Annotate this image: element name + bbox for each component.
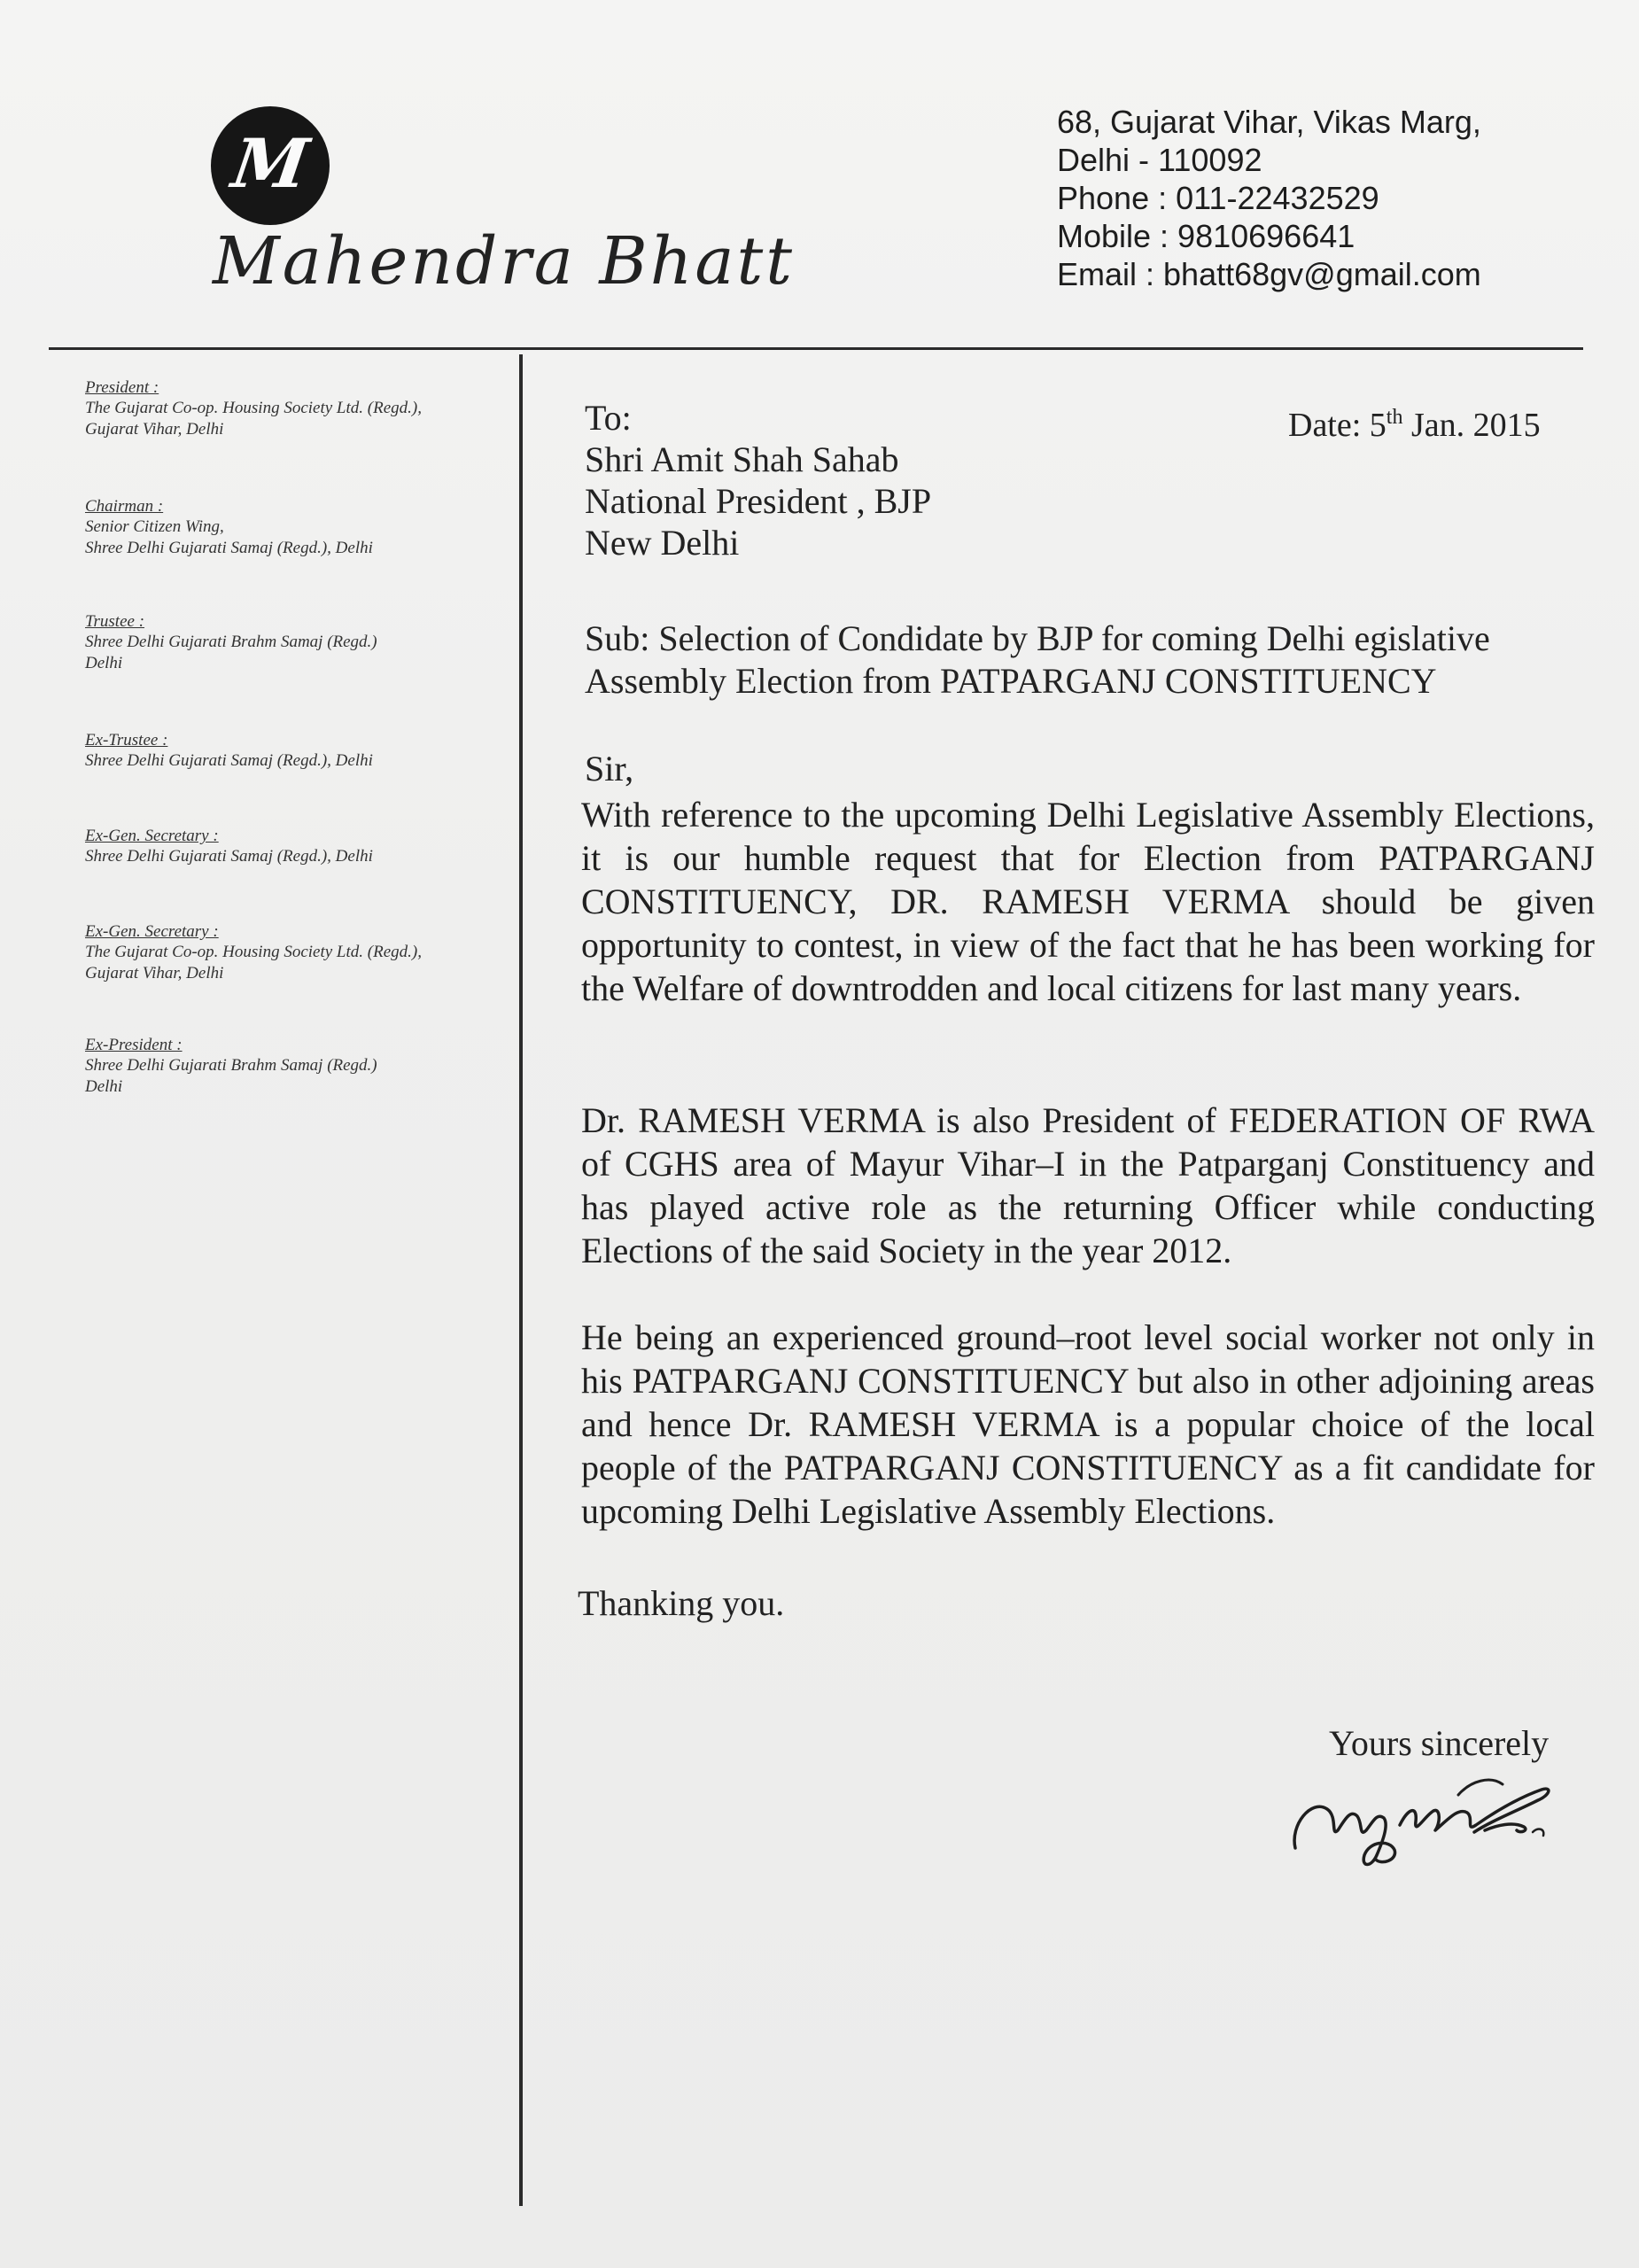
subject-line: Assembly Election from PATPARGANJ CONSTITUENCY xyxy=(585,661,1437,701)
recipient-line: National President , BJP xyxy=(585,481,932,521)
credential-org: Shree Delhi Gujarati Samaj (Regd.), Delhi xyxy=(85,751,373,770)
logo-badge xyxy=(211,106,330,225)
phone-line: Phone : 011-22432529 xyxy=(1057,180,1379,216)
logo-letter: M xyxy=(227,124,314,203)
credential-org: Shree Delhi Gujarati Brahm Samaj (Regd.) Delhi xyxy=(85,633,377,672)
subject xyxy=(585,617,1595,703)
letterhead-address xyxy=(1057,103,1481,293)
credential-entry xyxy=(85,496,510,559)
address-line: Delhi - 110092 xyxy=(1057,142,1262,178)
body-paragraph: With reference to the upcoming Delhi Legislative Assembly Elections, it is our humble request that for Election from PATPARGANJ CONSTITUENCY, DR. RAMESH VERMA should be given opportunity to contest, in view of the fact that he has been working for the Welfare of downtrodden and local citizens for last many years. xyxy=(581,795,1595,1008)
closing-line: Yours sincerely xyxy=(1329,1723,1550,1763)
credential-entry xyxy=(85,921,510,984)
to-label: To: xyxy=(585,398,632,438)
body-paragraph: Dr. RAMESH VERMA is also President of FEDERATION OF RWA of CGHS area of Mayur Vihar–I in the Patparganj Constituency and has played active role as the returning Officer while conducting Elections of the said Society in the year 2012. xyxy=(581,1100,1595,1270)
letterhead-name: Mahendra Bhatt xyxy=(213,223,796,299)
recipient-block xyxy=(585,397,931,563)
credential-title: Ex-Trustee : xyxy=(85,731,168,750)
credential-org: Shree Delhi Gujarati Brahm Samaj (Regd.) Delhi xyxy=(85,1056,377,1096)
credential-title: Ex-Gen. Secretary : xyxy=(85,827,219,845)
letter-date xyxy=(1288,406,1541,445)
credential-entry xyxy=(85,730,510,772)
credential-org: Shree Delhi Gujarati Samaj (Regd.), Delhi xyxy=(85,847,373,866)
credential-title: Trustee : xyxy=(85,612,145,631)
email-line: Email : bhatt68gv@gmail.com xyxy=(1057,256,1481,292)
credential-title: Chairman : xyxy=(85,497,164,516)
date-prefix: Date: 5 xyxy=(1288,407,1387,444)
credential-entry xyxy=(85,611,510,674)
sidebar-divider xyxy=(519,354,523,2206)
subject-line: Sub: Selection of Condidate by BJP for coming Delhi egislative xyxy=(585,618,1490,658)
credential-title: Ex-Gen. Secretary : xyxy=(85,922,219,941)
credential-entry xyxy=(85,377,510,440)
date-suffix: Jan. 2015 xyxy=(1402,407,1541,444)
recipient-line: New Delhi xyxy=(585,523,740,563)
credential-org: The Gujarat Co-op. Housing Society Ltd. (Regd.), Gujarat Vihar, Delhi xyxy=(85,943,422,983)
body-paragraph: He being an experienced ground–root level social worker not only in his PATPARGANJ CONSTITUENCY but also in other adjoining areas and hence Dr. RAMESH VERMA is a popular choice of the local people of the PATPARGANJ CONSTITUENCY as a fit candidate for upcoming Delhi Legislative Assembly Elections. xyxy=(581,1317,1595,1531)
header-divider xyxy=(49,347,1583,350)
address-line: 68, Gujarat Vihar, Vikas Marg, xyxy=(1057,104,1481,140)
credential-entry xyxy=(85,1035,510,1098)
date-ordinal: th xyxy=(1386,406,1403,429)
credential-org: Senior Citizen Wing, Shree Delhi Gujarati Samaj (Regd.), Delhi xyxy=(85,517,373,557)
credential-org: The Gujarat Co-op. Housing Society Ltd. (Regd.), Gujarat Vihar, Delhi xyxy=(85,399,422,439)
mobile-line: Mobile : 9810696641 xyxy=(1057,218,1355,254)
signature xyxy=(1285,1763,1577,1878)
salutation: Sir, xyxy=(585,749,634,788)
credential-entry xyxy=(85,826,510,867)
recipient-line: Shri Amit Shah Sahab xyxy=(585,439,899,479)
thanks-line: Thanking you. xyxy=(578,1583,785,1623)
credential-title: President : xyxy=(85,378,159,397)
credential-title: Ex-President : xyxy=(85,1036,183,1054)
